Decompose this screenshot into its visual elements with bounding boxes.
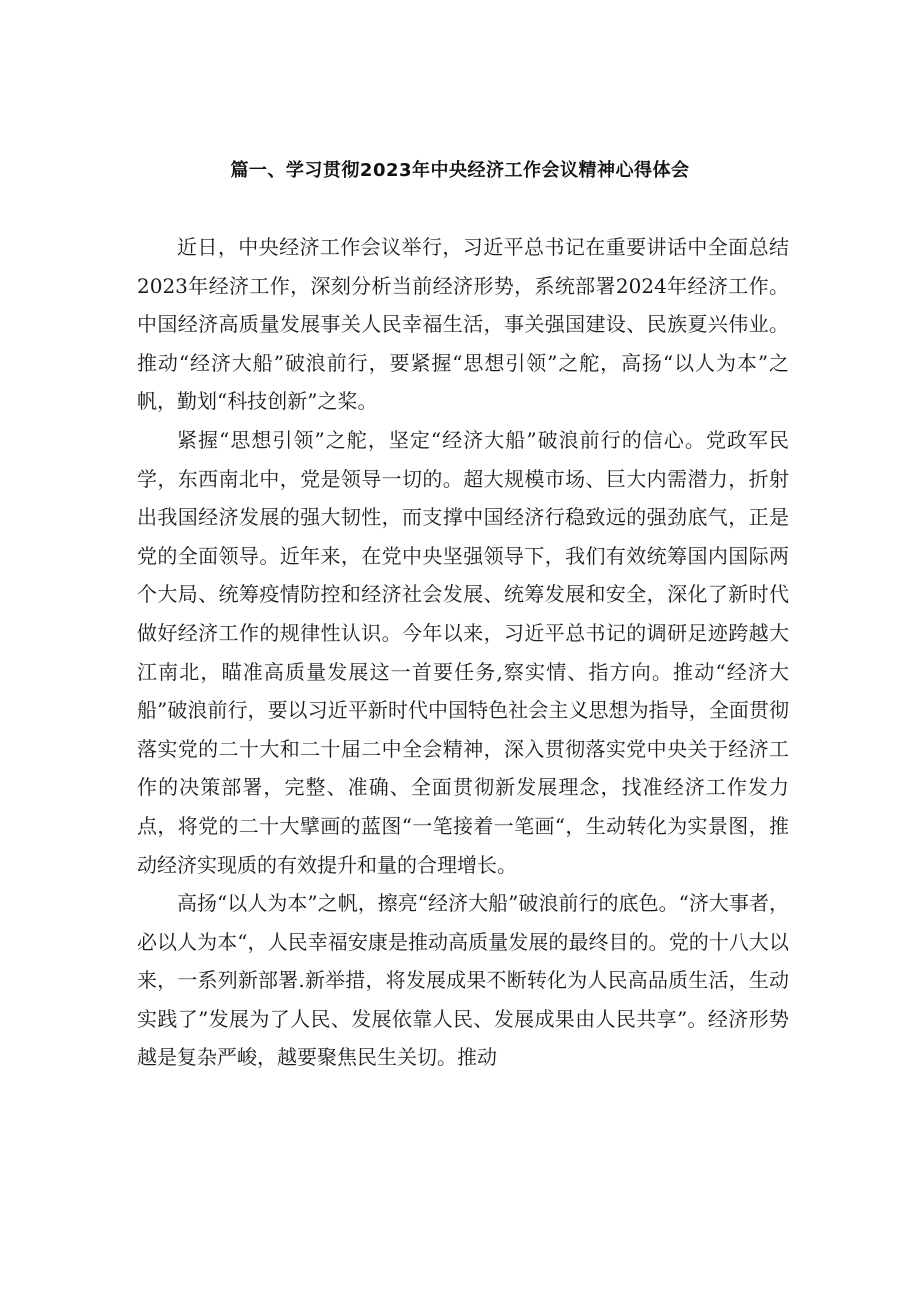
document-body [137,228,789,1077]
document-title: 篇一、学习贯彻2023年中央经济工作会议精神心得体会 [230,160,690,181]
paragraph-1: 近日，中央经济工作会议举行，习近平总书记在重要讲话中全面总结2023年经济工作，深刻分析当前经济形势，系统部署2024年经济工作。中国经济高质量发展事关人民幸福生活，事关强国建设、民族夏兴伟业。推动“经济大船”破浪前行，要紧握“思想引领”之舵，高扬“以人为本”之帆，勤划“科技创新”之桨。 [137,235,789,414]
paragraph-2: 紧握“思想引领”之舵，坚定“经济大船”破浪前行的信心。党政军民学，东西南北中，党是领导一切的。超大规模市场、巨大内需潜力，折射出我国经济发展的强大韧性，而支撑中国经济行稳致远的强劲底气，正是党的全面领导。近年来，在党中央坚强领导下，我们有效统筹国内国际两个大局、统筹疫情防控和经济社会发展、统筹发展和安全，深化了新时代做好经济工作的规律性认识。今年以来，习近平总书记的调研足迹跨越大江南北，瞄准高质量发展这一首要任务,察实情、指方向。推动“经济大船”破浪前行，要以习近平新时代中国特色社会主义思想为指导，全面贯彻落实党的二十大和二十届二中全会精神，深入贯彻落实党中央关于经济工作的决策部署，完整、准确、全面贯彻新发展理念，找准经济工作发力点，将党的二十大擘画的蓝图“一笔接着一笔画“，生动转化为实景图，推动经济实现质的有效提升和量的合理增长。 [137,427,789,877]
paragraph-3: 高扬“以人为本”之帆，擦亮“经济大船”破浪前行的底色。“济大事者，必以人为本“，人民幸福安康是推动高质量发展的最终目的。党的十八大以来，一系列新部署.新举措，将发展成果不断转化为人民高品质生活，生动实践了”发展为了人民、发展依靠人民、发展成果由人民共享”。经济形势越是复杂严峻，越要聚焦民生关切。推动 [137,891,789,1070]
